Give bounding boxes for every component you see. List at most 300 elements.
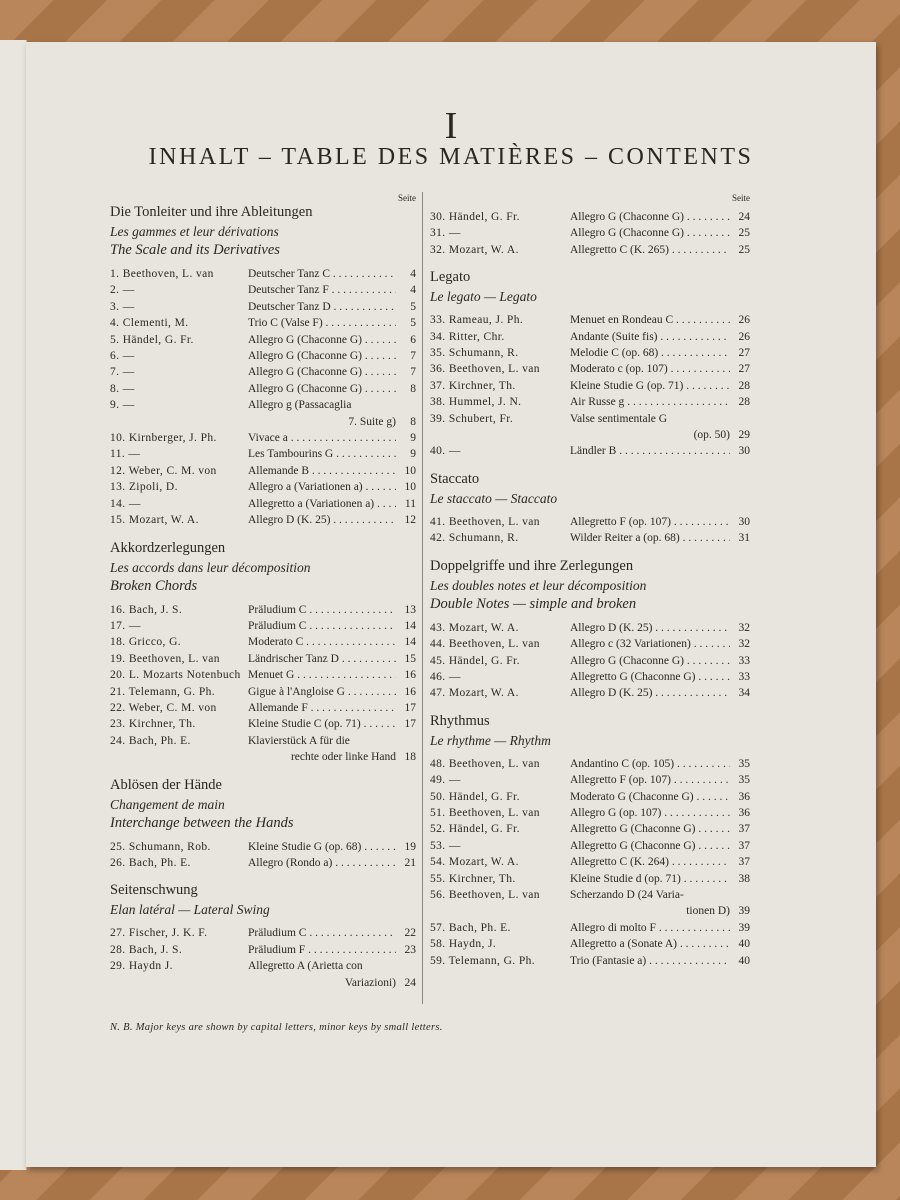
composer: 49. — <box>430 774 461 787</box>
page-number: 25 <box>738 227 750 240</box>
work-title: Kleine Studie d (op. 71) . . . <box>570 871 730 887</box>
list-item <box>110 733 416 749</box>
list-item <box>110 958 416 974</box>
page-number: 19 <box>404 840 416 853</box>
page-number <box>396 733 416 749</box>
entry-list <box>110 925 416 991</box>
section-heading-fr: Les doubles notes et leur décomposition <box>430 577 647 593</box>
section-heading-de: Rhythmus <box>430 712 490 729</box>
page-number: 35 <box>738 757 750 770</box>
section-heading-fr: Le rhythme — Rhythm <box>430 732 551 748</box>
composer: 34. Ritter, Chr. <box>430 330 505 343</box>
page-number: 18 <box>404 751 416 764</box>
composer: 15. Mozart, W. A. <box>110 514 199 527</box>
list-item <box>430 838 750 854</box>
entry-list <box>110 602 416 766</box>
composer: 23. Kirchner, Th. <box>110 718 196 731</box>
work-title: Deutscher Tanz F . . . <box>248 282 396 298</box>
list-item <box>430 887 750 903</box>
page-number: 14 <box>404 619 416 632</box>
composer: 28. Bach, J. S. <box>110 943 183 956</box>
page-number: 28 <box>738 379 750 392</box>
work-title: Allemande B . . . <box>248 463 396 479</box>
work-title: Moderato G (Chaconne G) . . . <box>570 789 730 805</box>
list-item <box>110 942 416 958</box>
work-title: Variazioni) <box>344 976 396 989</box>
section-heading-de: Legato <box>430 269 471 286</box>
work-title: Kleine Studie C (op. 71) . . . <box>248 716 396 732</box>
contents-section <box>430 712 750 969</box>
page-number: 14 <box>404 636 416 649</box>
work-title: Wilder Reiter a (op. 68) . . . <box>570 530 730 546</box>
work-title: Ländler B . . . <box>570 443 730 459</box>
list-item <box>430 789 750 805</box>
section-heading-fr: Les gammes et leur dérivations <box>110 224 279 239</box>
composer: 31. — <box>430 227 461 240</box>
list-item <box>430 685 750 701</box>
composer: 50. Händel, G. Fr. <box>430 790 520 803</box>
section-heading-fr: Les accords dans leur décomposition <box>110 559 311 575</box>
page-number: 27 <box>738 363 750 376</box>
page-number: 34 <box>738 687 750 700</box>
work-title: Allegretto A (Arietta con <box>248 960 363 973</box>
work-title: Allegro g (Passacaglia <box>248 399 352 412</box>
page-number: 25 <box>738 243 750 256</box>
work-title: Präludium C . . . <box>248 925 396 941</box>
composer: 52. Händel, G. Fr. <box>430 823 520 836</box>
section-numeral: I <box>444 105 458 147</box>
composer: 51. Beethoven, L. van <box>430 806 540 819</box>
composer: 35. Schumann, R. <box>430 347 519 360</box>
composer: 18. Gricco, G. <box>110 636 182 649</box>
page-number: 9 <box>410 432 416 445</box>
list-item <box>110 975 416 991</box>
contents-column-right <box>430 194 750 969</box>
composer <box>110 975 248 991</box>
composer: 33. Rameau, J. Ph. <box>430 314 524 327</box>
page-number: 17 <box>404 718 416 731</box>
contents-column-left <box>110 194 416 991</box>
composer: 22. Weber, C. M. von <box>110 701 217 714</box>
page-number: 5 <box>410 317 416 330</box>
composer: 19. Beethoven, L. van <box>110 652 220 665</box>
page-number: 36 <box>738 790 750 803</box>
page-number: 23 <box>404 943 416 956</box>
list-item <box>110 282 416 298</box>
list-item <box>430 411 750 427</box>
work-title: Präludium F . . . <box>248 942 396 958</box>
composer: 59. Telemann, G. Ph. <box>430 954 536 967</box>
footnote: N. B. Major keys are shown by capital letters, minor keys by small letters. <box>110 1022 443 1033</box>
composer: 58. Haydn, J. <box>430 938 497 951</box>
section-heading-en: Interchange between the Hands <box>110 814 294 831</box>
list-item <box>430 312 750 328</box>
list-item <box>110 925 416 941</box>
work-title: Allegretto G (Chaconne G) . . . <box>570 669 730 685</box>
list-item <box>430 871 750 887</box>
composer: 29. Haydn J. <box>110 960 173 973</box>
page-number: 26 <box>738 330 750 343</box>
page-number: 9 <box>410 448 416 461</box>
entry-list <box>110 839 416 872</box>
entry-list <box>110 266 416 529</box>
list-item <box>430 394 750 410</box>
entry-list <box>430 209 750 258</box>
page-number: 12 <box>404 514 416 527</box>
page-number: 37 <box>738 839 750 852</box>
work-title: Trio (Fantasie a) . . . <box>570 953 730 969</box>
work-title: Allemande F . . . <box>248 700 396 716</box>
work-title: Allegro a (Variationen a) . . . <box>248 479 396 495</box>
page-number: 7 <box>410 350 416 363</box>
list-item <box>110 512 416 528</box>
composer: 55. Kirchner, Th. <box>430 872 516 885</box>
entry-list <box>430 312 750 460</box>
list-item <box>430 653 750 669</box>
entry-list <box>430 514 750 547</box>
list-item <box>430 361 750 377</box>
work-title: Scherzando D (24 Varia- <box>570 888 684 901</box>
work-title: Allegro D (K. 25) . . . <box>248 512 396 528</box>
list-item <box>430 903 750 919</box>
composer: 17. — <box>110 619 141 632</box>
section-heading-de: Staccato <box>430 470 480 487</box>
composer: 5. Händel, G. Fr. <box>110 333 194 346</box>
composer: 53. — <box>430 839 461 852</box>
composer: 9. — <box>110 399 135 412</box>
page-number: 10 <box>404 481 416 494</box>
work-title: Allegro G (Chaconne G) . . . <box>248 332 396 348</box>
composer <box>110 414 248 430</box>
composer: 6. — <box>110 350 135 363</box>
work-title: Menuet G . . . <box>248 667 396 683</box>
work-title: Les Tambourins G . . . <box>248 446 396 462</box>
page-number: 16 <box>404 669 416 682</box>
page-number: 40 <box>738 954 750 967</box>
list-item <box>430 636 750 652</box>
composer: 21. Telemann, G. Ph. <box>110 685 216 698</box>
list-item <box>110 716 416 732</box>
composer: 39. Schubert, Fr. <box>430 412 514 425</box>
page-number: 22 <box>404 927 416 940</box>
composer: 41. Beethoven, L. van <box>430 515 540 528</box>
list-item <box>110 634 416 650</box>
composer: 4. Clementi, M. <box>110 317 189 330</box>
list-item <box>110 651 416 667</box>
page-number: 26 <box>738 314 750 327</box>
work-title: Allegro D (K. 25) . . . <box>570 620 730 636</box>
composer: 42. Schumann, R. <box>430 532 519 545</box>
section-heading-de: Die Tonleiter und ihre Ableitungen <box>110 204 313 220</box>
work-title: Allegro G (Chaconne G) . . . <box>248 381 396 397</box>
list-item <box>430 953 750 969</box>
page-number: 4 <box>410 268 416 280</box>
work-title: Kleine Studie G (op. 71) . . . <box>570 378 730 394</box>
table-of-contents-page <box>26 42 876 1167</box>
page-number: 40 <box>738 938 750 951</box>
composer: 27. Fischer, J. K. F. <box>110 927 208 940</box>
list-item <box>110 348 416 364</box>
work-title: Allegro G (Chaconne G) . . . <box>570 225 730 241</box>
section-heading-en: Double Notes — simple and broken <box>430 595 637 612</box>
work-title: Gigue à l'Angloise G . . . <box>248 684 396 700</box>
work-title: Moderato C . . . <box>248 634 396 650</box>
left-page-edge <box>0 40 27 1170</box>
section-heading-fr: Elan latéral — Lateral Swing <box>110 902 270 918</box>
list-item <box>110 700 416 716</box>
composer: 3. — <box>110 300 135 313</box>
page-number: 24 <box>404 976 416 989</box>
list-item <box>430 378 750 394</box>
list-item <box>110 839 416 855</box>
page-number: 31 <box>738 532 750 545</box>
section-heading-fr: Le legato — Legato <box>430 289 537 305</box>
work-title: Präludium C . . . <box>248 602 396 618</box>
work-title: Allegretto G (Chaconne G) . . . <box>570 821 730 837</box>
section-heading-fr: Changement de main <box>110 796 225 812</box>
list-item <box>110 299 416 315</box>
work-title: Valse sentimentale G <box>570 412 668 425</box>
composer: 45. Händel, G. Fr. <box>430 654 520 667</box>
section-heading-de: Akkordzerlegungen <box>110 539 226 556</box>
page-number <box>396 397 416 413</box>
list-item <box>110 463 416 479</box>
work-title: Allegro (Rondo a) . . . <box>248 855 396 871</box>
work-title: Allegro di molto F . . . <box>570 920 730 936</box>
composer: 12. Weber, C. M. von <box>110 464 217 477</box>
composer: 20. L. Mozarts Notenbuch <box>110 669 241 682</box>
composer: 13. Zipoli, D. <box>110 481 178 494</box>
page-number: 17 <box>404 701 416 714</box>
composer: 44. Beethoven, L. van <box>430 638 540 651</box>
section-heading-fr: Le staccato — Staccato <box>430 490 558 506</box>
work-title: Allegretto F (op. 107) . . . <box>570 514 730 530</box>
composer: 16. Bach, J. S. <box>110 603 183 616</box>
list-item <box>430 427 750 443</box>
list-item <box>430 443 750 459</box>
list-item <box>430 225 750 241</box>
composer: 26. Bach, Ph. E. <box>110 856 191 869</box>
page-number: 4 <box>410 284 416 297</box>
section-heading-de: Doppelgriffe und ihre Zerlegungen <box>430 557 634 574</box>
page-number: 38 <box>738 872 750 885</box>
work-title: tionen D) <box>686 905 730 918</box>
work-title: Allegro G (Chaconne G) . . . <box>570 209 730 225</box>
work-title: Menuet en Rondeau C . . . <box>570 312 730 328</box>
work-title: Kleine Studie G (op. 68) . . . <box>248 839 396 855</box>
composer: 14. — <box>110 497 141 510</box>
work-title: Andante (Suite fis) . . . <box>570 329 730 345</box>
page-number: 16 <box>404 685 416 698</box>
page-number: 21 <box>404 856 416 869</box>
work-title: Allegretto F (op. 107) . . . <box>570 772 730 788</box>
page-number: 7 <box>410 366 416 379</box>
composer: 7. — <box>110 366 135 379</box>
composer: 47. Mozart, W. A. <box>430 687 519 700</box>
list-item <box>430 936 750 952</box>
composer <box>110 749 248 765</box>
work-title: Moderato c (op. 107) . . . <box>570 361 730 377</box>
work-title: Klavierstück A für die <box>248 734 350 747</box>
list-item <box>110 479 416 495</box>
work-title: Allegro c (32 Variationen) . . . <box>570 636 730 652</box>
work-title: (op. 50) <box>693 429 730 442</box>
work-title: Air Russe g . . . <box>570 394 730 410</box>
composer: 46. — <box>430 670 461 683</box>
list-item <box>110 684 416 700</box>
composer: 8. — <box>110 382 135 395</box>
composer: 48. Beethoven, L. van <box>430 757 540 770</box>
page-number: 39 <box>738 905 750 918</box>
contents-section <box>430 557 750 702</box>
list-item <box>430 920 750 936</box>
list-item <box>110 496 416 512</box>
work-title: Präludium C . . . <box>248 618 396 634</box>
page-number: 33 <box>738 654 750 667</box>
work-title: Deutscher Tanz D . . . <box>248 299 396 315</box>
contents-section <box>430 209 750 258</box>
page-number: 37 <box>738 856 750 869</box>
list-item <box>430 530 750 546</box>
composer: 43. Mozart, W. A. <box>430 621 519 634</box>
section-heading-de: Ablösen der Hände <box>110 776 222 793</box>
composer: 24. Bach, Ph. E. <box>110 734 191 747</box>
composer: 56. Beethoven, L. van <box>430 888 540 901</box>
page-number: 6 <box>410 333 416 346</box>
composer: 2. — <box>110 284 135 297</box>
list-item <box>110 618 416 634</box>
page-number: 13 <box>404 603 416 616</box>
list-item <box>430 514 750 530</box>
composer: 30. Händel, G. Fr. <box>430 211 520 223</box>
page-number: 11 <box>404 497 416 510</box>
work-title: Allegretto G (Chaconne G) . . . <box>570 838 730 854</box>
page-number <box>730 887 750 903</box>
list-item <box>110 667 416 683</box>
page-number: 15 <box>404 652 416 665</box>
contents-section <box>110 203 416 529</box>
composer: 1. Beethoven, L. van <box>110 268 214 280</box>
entry-list <box>430 620 750 702</box>
composer: 11. — <box>110 448 141 461</box>
composer: 25. Schumann, Rob. <box>110 840 211 853</box>
composer: 32. Mozart, W. A. <box>430 243 519 256</box>
list-item <box>110 315 416 331</box>
work-title: Melodie C (op. 68) . . . <box>570 345 730 361</box>
list-item <box>110 414 416 430</box>
list-item <box>430 329 750 345</box>
section-heading-de: Seitenschwung <box>110 882 198 899</box>
list-item <box>110 855 416 871</box>
page-number: 30 <box>738 445 750 458</box>
composer: 38. Hummel, J. N. <box>430 396 522 409</box>
contents-section <box>110 776 416 872</box>
contents-section <box>110 539 416 766</box>
work-title: Allegro D (K. 25) . . . <box>570 685 730 701</box>
page-number: 36 <box>738 806 750 819</box>
work-title: Allegretto C (K. 265) . . . <box>570 242 730 258</box>
composer: 10. Kirnberger, J. Ph. <box>110 432 217 445</box>
page-number: 27 <box>738 347 750 360</box>
contents-section <box>110 881 416 991</box>
seite-label: Seite <box>732 193 750 203</box>
contents-section <box>430 470 750 547</box>
page-number: 8 <box>410 415 416 428</box>
list-item <box>430 772 750 788</box>
contents-section <box>430 268 750 460</box>
page-number: 32 <box>738 621 750 634</box>
composer: 40. — <box>430 445 461 458</box>
page-title: INHALT – TABLE DES MATIÈRES – CONTENTS <box>148 144 754 170</box>
work-title: Allegro G (Chaconne G) . . . <box>248 348 396 364</box>
list-item <box>430 669 750 685</box>
composer: 54. Mozart, W. A. <box>430 856 519 869</box>
list-item <box>110 332 416 348</box>
work-title: Allegretto a (Variationen a) . . . <box>248 496 396 512</box>
list-item <box>430 242 750 258</box>
work-title: Vivace a . . . <box>248 430 396 446</box>
composer <box>430 427 570 443</box>
list-item <box>110 397 416 413</box>
work-title: rechte oder linke Hand <box>290 751 396 764</box>
list-item <box>430 854 750 870</box>
list-item <box>110 446 416 462</box>
list-item <box>430 756 750 772</box>
list-item <box>430 805 750 821</box>
page-number: 30 <box>738 515 750 528</box>
page-number: 35 <box>738 774 750 787</box>
list-item <box>110 749 416 765</box>
page-number: 32 <box>738 638 750 651</box>
list-item <box>110 602 416 618</box>
composer: 36. Beethoven, L. van <box>430 363 540 376</box>
work-title: Trio C (Valse F) . . . <box>248 315 396 331</box>
page-number: 37 <box>738 823 750 836</box>
column-divider <box>422 192 423 1004</box>
composer: 57. Bach, Ph. E. <box>430 921 511 934</box>
list-item <box>110 364 416 380</box>
list-item <box>110 430 416 446</box>
page-number <box>730 411 750 427</box>
composer: 37. Kirchner, Th. <box>430 379 516 392</box>
page-number <box>396 958 416 974</box>
page-number: 39 <box>738 921 750 934</box>
work-title: Andantino C (op. 105) . . . <box>570 756 730 772</box>
entry-list <box>430 756 750 969</box>
list-item <box>110 266 416 282</box>
section-heading-en: The Scale and its Derivatives <box>110 242 280 258</box>
list-item <box>430 821 750 837</box>
page-number: 10 <box>404 464 416 477</box>
work-title: Deutscher Tanz C . . . <box>248 266 396 282</box>
list-item <box>430 345 750 361</box>
work-title: Allegro G (op. 107) . . . <box>570 805 730 821</box>
work-title: Allegro G (Chaconne G) . . . <box>248 364 396 380</box>
work-title: 7. Suite g) <box>348 415 396 428</box>
list-item <box>430 209 750 225</box>
page-number: 29 <box>738 429 750 442</box>
page-number: 28 <box>738 396 750 409</box>
page-number: 33 <box>738 670 750 683</box>
list-item <box>110 381 416 397</box>
work-title: Allegretto a (Sonate A) . . . <box>570 936 730 952</box>
composer <box>430 903 570 919</box>
page-number: 24 <box>738 211 750 223</box>
work-title: Allegretto C (K. 264) . . . <box>570 854 730 870</box>
page-number: 5 <box>410 300 416 313</box>
work-title: Allegro G (Chaconne G) . . . <box>570 653 730 669</box>
seite-label: Seite <box>398 193 416 203</box>
